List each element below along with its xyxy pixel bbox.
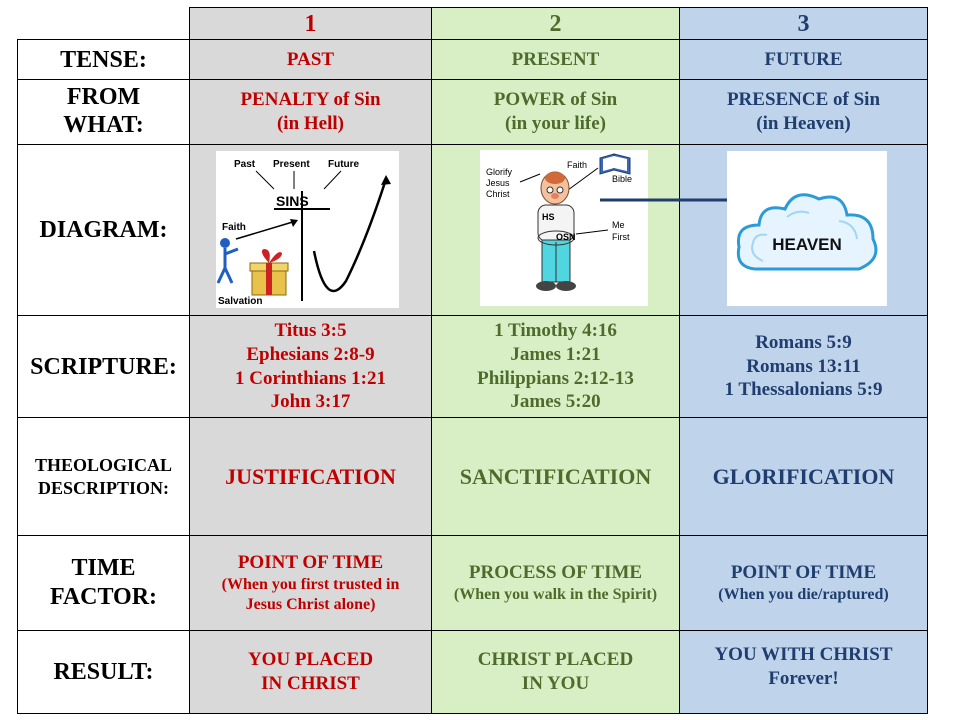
result-line: YOU PLACED bbox=[247, 649, 374, 671]
heaven-cloud-diagram bbox=[727, 151, 887, 306]
justification: JUSTIFICATION bbox=[189, 417, 432, 536]
scripture-item: Titus 3:5 bbox=[274, 320, 347, 341]
salvation-label: Salvation bbox=[218, 296, 263, 307]
diagram-label: DIAGRAM: bbox=[17, 144, 190, 316]
scripture-item: Romans 5:9 bbox=[755, 331, 852, 353]
sins-label: SINS bbox=[276, 193, 309, 209]
sanctification: SANCTIFICATION bbox=[431, 417, 680, 536]
scripture-item: James 1:21 bbox=[510, 343, 601, 365]
time-factor-label bbox=[17, 535, 190, 631]
result-line: CHRIST PLACED bbox=[477, 649, 634, 671]
tense-present: PRESENT bbox=[431, 39, 680, 80]
header-col-1: 1 bbox=[189, 7, 432, 40]
from-what-label-line2: WHAT: bbox=[63, 112, 144, 138]
time-factor-present bbox=[431, 535, 680, 631]
tense-past: PAST bbox=[189, 39, 432, 80]
glorify-line1: Glorify bbox=[486, 167, 513, 177]
glorify-line3: Christ bbox=[486, 189, 510, 199]
time-factor-future bbox=[679, 535, 928, 631]
from-what-future bbox=[679, 79, 928, 145]
penalty-of-sin: PENALTY of Sin bbox=[240, 89, 381, 111]
result-present bbox=[431, 630, 680, 714]
power-of-sin: POWER of Sin bbox=[493, 89, 618, 111]
in-your-life: (in your life) bbox=[505, 113, 606, 134]
presence-of-sin: PRESENCE of Sin bbox=[726, 89, 881, 111]
from-what-past bbox=[189, 79, 432, 145]
scripture-item: Philippians 2:12-13 bbox=[477, 367, 634, 389]
theological-label bbox=[17, 417, 190, 536]
result-line: YOU WITH CHRIST bbox=[714, 644, 893, 665]
faith-label-2: Faith bbox=[567, 160, 588, 170]
faith-label: Faith bbox=[222, 222, 246, 233]
scripture-item: 1 Timothy 4:16 bbox=[494, 320, 617, 341]
in-heaven: (in Heaven) bbox=[756, 113, 851, 134]
time-factor-label-line1: TIME bbox=[71, 555, 136, 582]
from-what-label-line1: FROM bbox=[66, 84, 141, 111]
past-label: Past bbox=[234, 159, 256, 170]
osn-label: OSN bbox=[556, 232, 576, 242]
theological-label-line1: THEOLOGICAL bbox=[34, 455, 173, 475]
tense-label: TENSE: bbox=[17, 39, 190, 80]
scripture-item: Romans 13:11 bbox=[746, 355, 861, 377]
theological-label-line2: DESCRIPTION: bbox=[37, 477, 170, 498]
time-note: (When you die/raptured) bbox=[718, 585, 889, 603]
from-what-label bbox=[17, 79, 190, 145]
hs-label: HS bbox=[542, 212, 555, 222]
glorification: GLORIFICATION bbox=[679, 417, 928, 536]
scripture-future bbox=[679, 315, 928, 418]
scripture-item: James 5:20 bbox=[510, 391, 601, 413]
from-what-present bbox=[431, 79, 680, 145]
future-label: Future bbox=[328, 159, 360, 170]
result-label: RESULT: bbox=[17, 630, 190, 714]
scripture-label: SCRIPTURE: bbox=[17, 315, 190, 418]
process-of-time: PROCESS OF TIME bbox=[468, 562, 643, 584]
time-note: Jesus Christ alone) bbox=[245, 595, 376, 613]
scripture-item: Ephesians 2:8-9 bbox=[246, 343, 375, 365]
tense-future: FUTURE bbox=[679, 39, 928, 80]
result-line: IN YOU bbox=[521, 673, 590, 694]
glorify-line2: Jesus bbox=[486, 178, 510, 188]
salvation-cross-diagram bbox=[216, 151, 399, 308]
time-factor-past bbox=[189, 535, 432, 631]
scripture-present bbox=[431, 315, 680, 418]
result-future bbox=[679, 630, 928, 714]
result-line: IN CHRIST bbox=[261, 673, 360, 694]
scripture-item: 1 Thessalonians 5:9 bbox=[724, 379, 883, 401]
present-label: Present bbox=[273, 159, 310, 170]
scripture-item: 1 Corinthians 1:21 bbox=[235, 367, 386, 389]
time-note: (When you first trusted in bbox=[221, 575, 400, 593]
scripture-item: John 3:17 bbox=[270, 391, 351, 413]
first-label: First bbox=[612, 232, 630, 242]
bible-label: Bible bbox=[612, 174, 633, 184]
result-past bbox=[189, 630, 432, 714]
spirit-filled-man-diagram bbox=[480, 150, 648, 306]
point-of-time: POINT OF TIME bbox=[237, 552, 384, 574]
result-line: Forever! bbox=[768, 667, 839, 689]
time-factor-label-line2: FACTOR: bbox=[49, 584, 158, 610]
me-label: Me bbox=[612, 220, 625, 230]
scripture-past bbox=[189, 315, 432, 418]
header-col-2: 2 bbox=[431, 7, 680, 40]
time-note: (When you walk in the Spirit) bbox=[453, 585, 658, 603]
heaven-label: HEAVEN bbox=[772, 235, 842, 254]
in-hell: (in Hell) bbox=[276, 113, 345, 134]
header-empty bbox=[17, 7, 190, 40]
header-col-3: 3 bbox=[679, 7, 928, 40]
point-of-time: POINT OF TIME bbox=[730, 562, 877, 584]
